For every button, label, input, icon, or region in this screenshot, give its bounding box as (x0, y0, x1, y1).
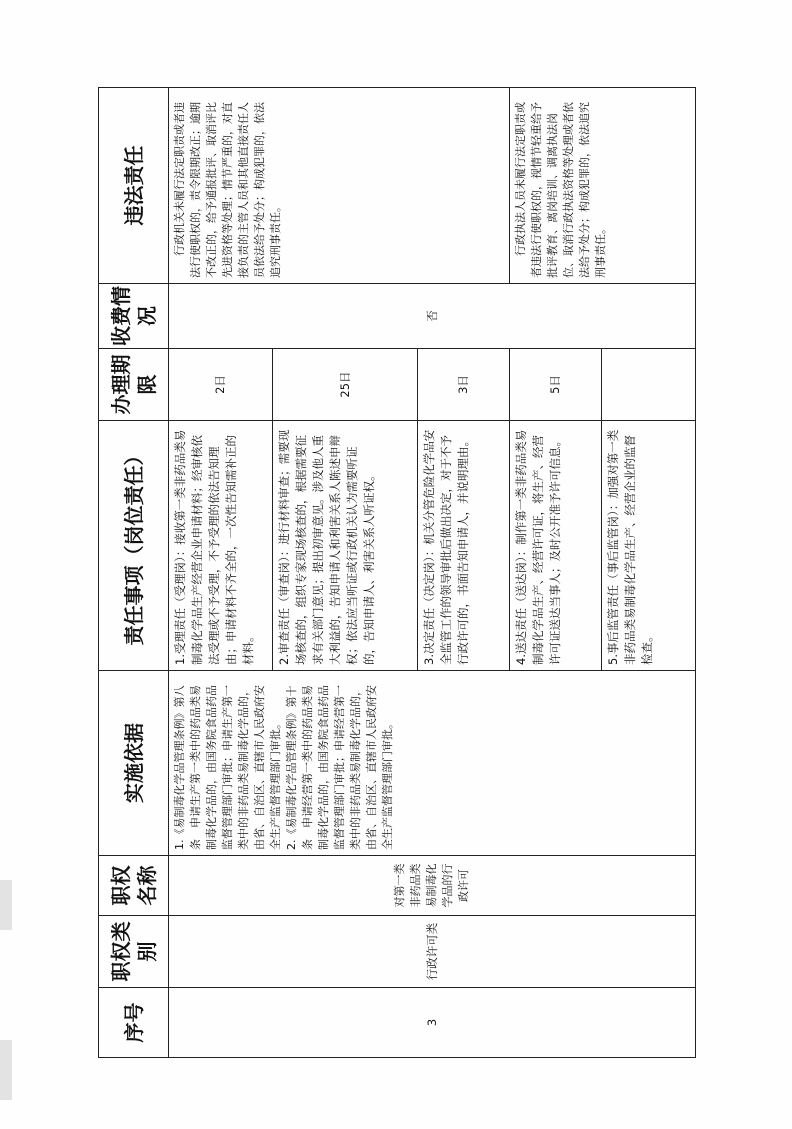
header-category: 职权类别 (99, 916, 169, 988)
header-fee: 收费情况 (99, 284, 169, 349)
header-row (99, 88, 169, 1058)
step-period: 2日 (169, 349, 273, 421)
header-seq: 序号 (99, 988, 169, 1058)
step-text: 2.审查责任（审查岗）：进行材料审查；需要现场核查的，组织专家现场核查的，根据需要征求有关部门意见；提出初审意见。涉及他人重大利益的，告知申请人和利害关系人陈述申辩权；依法应当听证或行政机关认为需要听证的，告知申请人、利害关系人听证权。 (273, 421, 418, 671)
table-row (169, 88, 273, 1058)
step-period: 25日 (273, 349, 418, 421)
step-period: 3日 (418, 349, 510, 421)
step-period: 5日 (510, 349, 602, 421)
cell-liability-2: 行政执法人员未履行法定职责或者违法行使职权的，视情节轻重给予批评教育、离岗培训、调离执法岗位、取消行政执法资格等处理或者依法给予处分；构成犯罪的，依法追究刑事责任。 (510, 88, 696, 284)
scan-edge-mark (0, 1040, 12, 1100)
scan-edge-mark (0, 880, 12, 930)
header-liability: 违法责任 (99, 88, 169, 284)
cell-category: 行政许可类 (169, 916, 696, 988)
header-basis: 实施依据 (99, 671, 169, 856)
cell-name: 对第一类非药品类易制毒化学品的行政许可 (169, 856, 696, 916)
header-responsibilities: 责任事项（岗位责任） (99, 421, 169, 671)
basis-item: 1.《易制毒化学品管理条例》第八条 申请生产第一类中的药品类易制毒化学品的，由国务院食品药品监督管理部门审批；申请生产第一类中的非药品类易制毒化学品的，由省、自治区、直辖市人民政府安全生产监督管理部门审批。 (173, 685, 282, 850)
step-text: 3.决定责任（决定岗）：机关分管危险化学品安全监管工作的领导审批后做出决定，对于不予行政许可的，书面告知申请人，并说明理由。 (418, 421, 510, 671)
cell-fee: 否 (169, 284, 696, 349)
step-text: 4.送达责任（送达岗）：制作第一类非药品类易制毒化学品生产、经营许可证，将生产、经营许可证送达当事人；及时公开准予许可信息。 (510, 421, 602, 671)
cell-seq: 3 (169, 988, 696, 1058)
header-period: 办理期限 (99, 349, 169, 421)
responsibility-table (98, 87, 696, 1058)
step-text: 5.事后监管责任（事后监管岗）：加强对第一类非药品类易制毒化学品生产、经营企业的监督检查。 (602, 421, 696, 671)
responsibility-table-rotated (98, 88, 695, 1058)
step-text: 1.受理责任（受理岗）：接收第一类非药品类易制毒化学品生产经营企业申请材料；经审核依法受理或不予受理，不予受理的依法告知理由；申请材料不齐全的，一次性告知需补正的材料。 (169, 421, 273, 671)
basis-item: 2.《易制毒化学品管理条例》第十条 申请经营第一类中的药品类易制毒化学品的，由国务院食品药品监督管理部门审批；申请经营第一类中的非药品类易制毒化学品的，由省、自治区、直辖市人民政府安全生产监督管理部门审批。 (285, 685, 394, 850)
step-period (602, 349, 696, 421)
cell-basis (169, 671, 696, 856)
cell-liability-1: 行政机关未履行法定职责或者违法行使职权的，责令限期改正；逾期不改正的，给予通报批评、取消评比先进资格等处理；情节严重的，对直接负责的主管人员和其他直接责任人员依法给予处分；构成犯罪的，依法追究刑事责任。 (169, 88, 510, 284)
header-name: 职权名称 (99, 856, 169, 916)
